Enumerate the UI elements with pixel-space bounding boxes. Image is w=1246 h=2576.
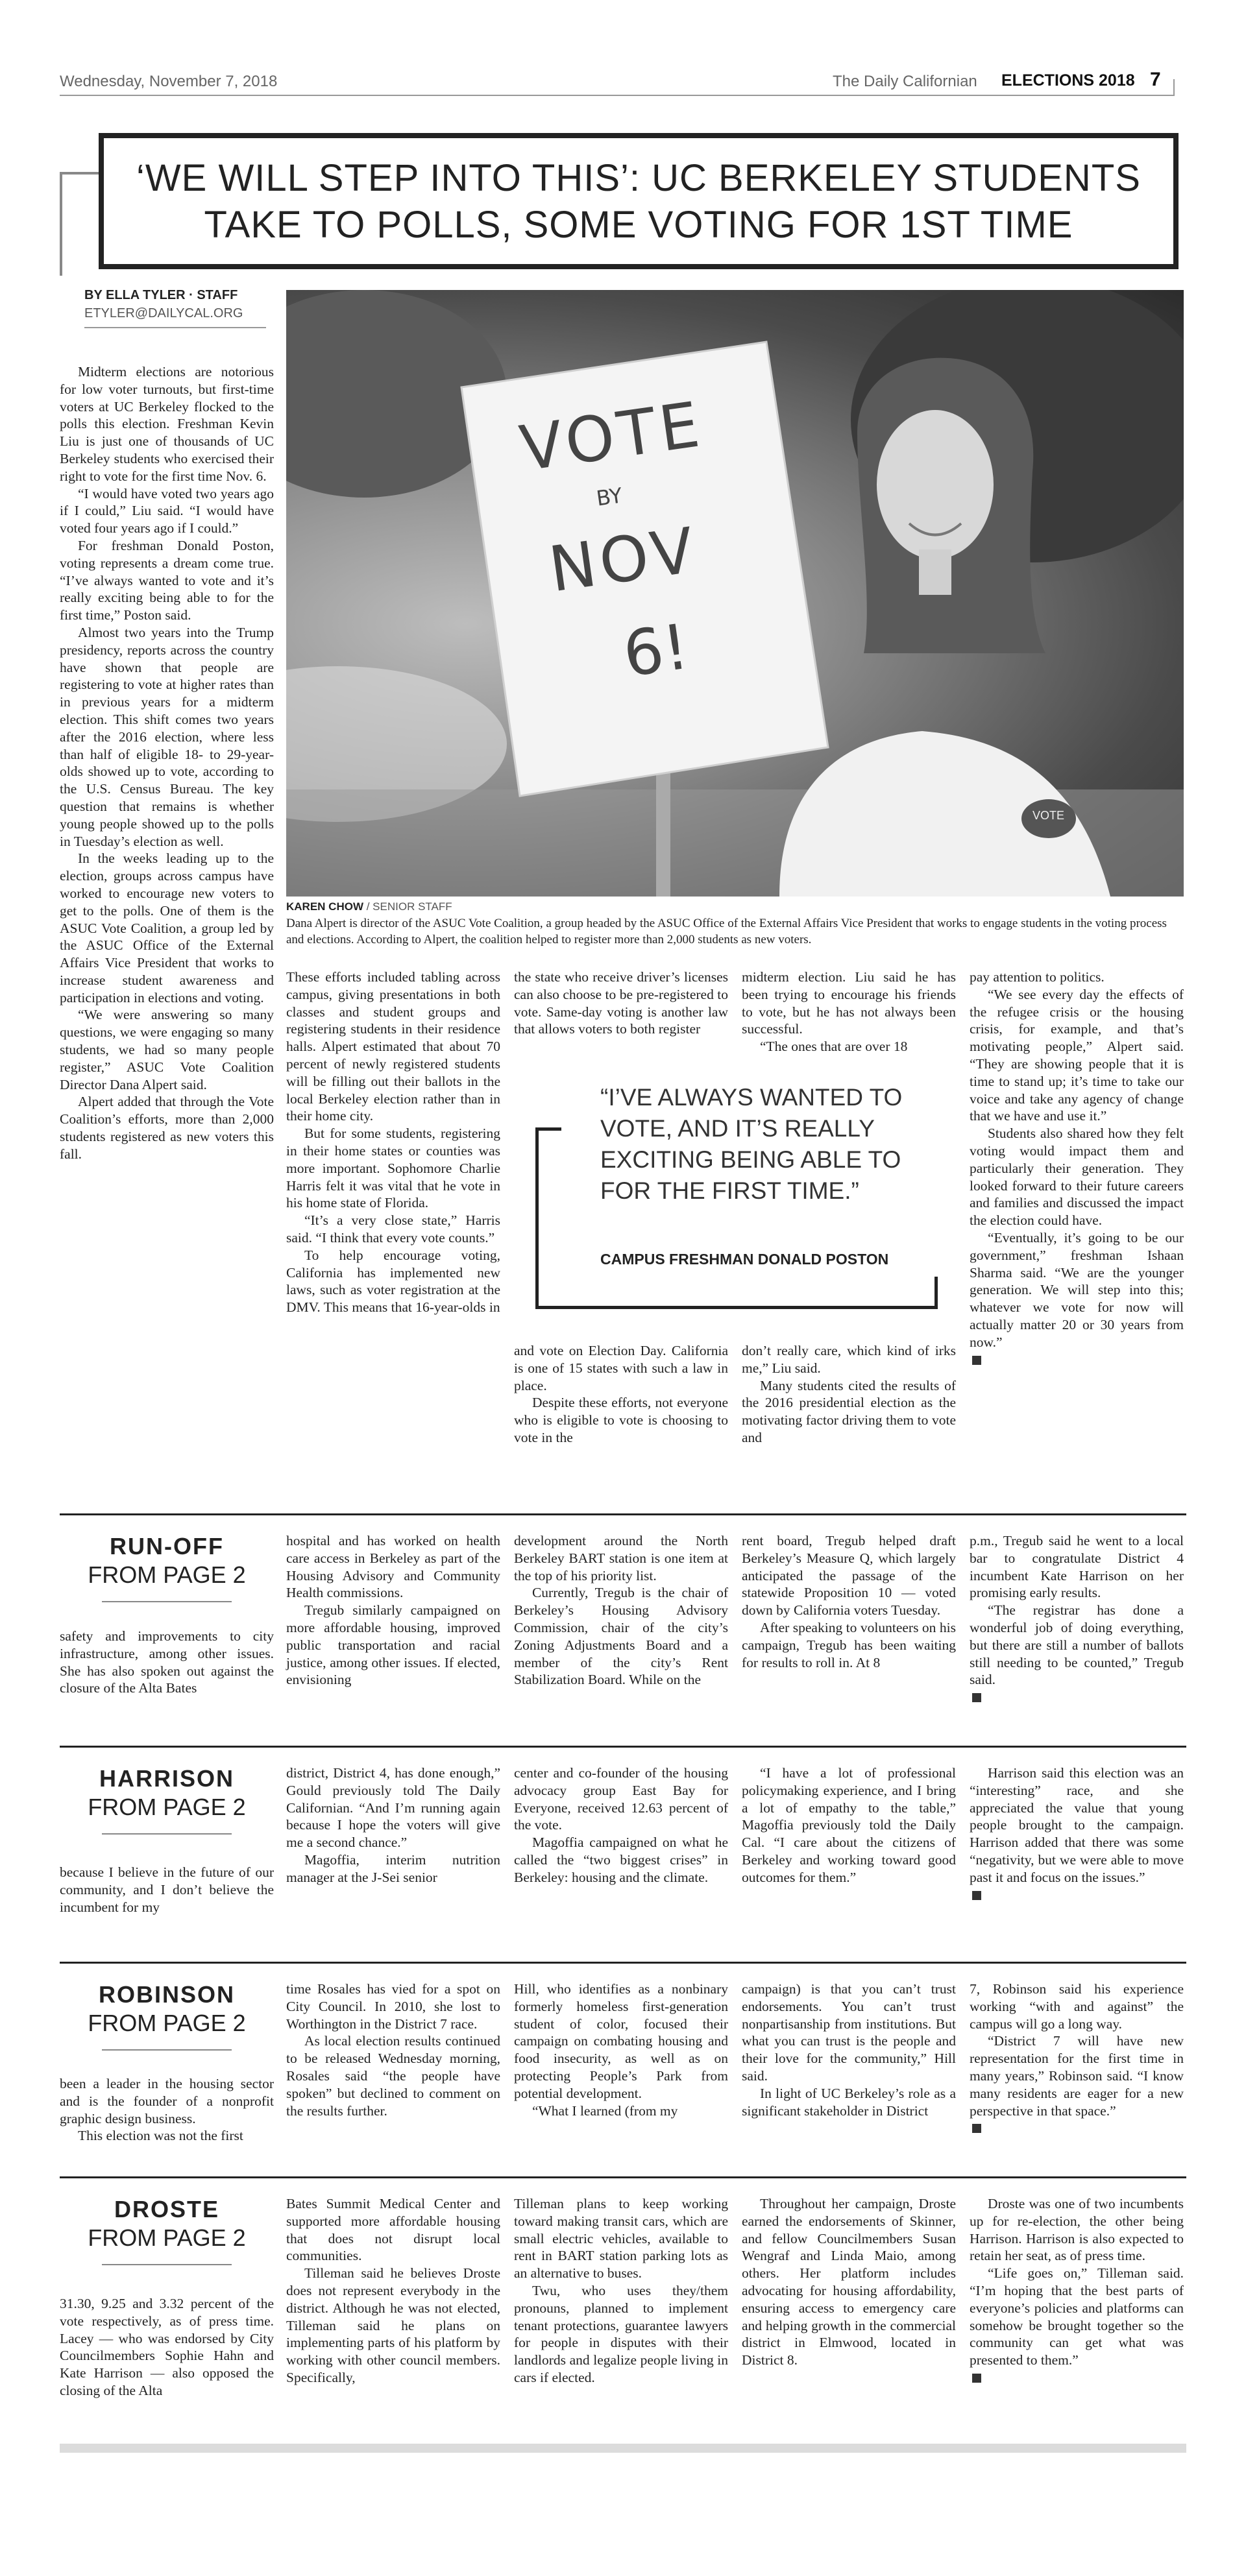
story-paragraph: Despite these efforts, not everyone who is eligible to vote is choosing to vote in the xyxy=(514,1395,728,1445)
story-paragraph: and vote on Election Day. California is one of 15 states with such a law in place. xyxy=(514,1343,728,1393)
story-paragraph: In the weeks leading up to the election, groups across campus have worked to encourage new voters to get to the polls. One of them is the ASUC Vote Coalition, a group led by the ASUC Office of the External Affairs Vice President that works to increase student awareness and participation in elections and voting. xyxy=(60,850,274,1005)
pull-quote-bracket-right xyxy=(934,1277,938,1309)
story-paragraph: “I would have voted two years ago if I could,” Liu said. “I would have voted four years ago if I could.” xyxy=(60,485,274,536)
jump-paragraph: safety and improvements to city infrastructure, among other issues. She has also spoken out against the closure of the Alta Bates xyxy=(60,1628,274,1696)
jump-paragraph: Droste was one of two incumbents up for re-election, the other being Harrison. Harrison is also expected to retain her seat, as of press time. xyxy=(970,2196,1184,2264)
jump-end-mark-icon xyxy=(972,1693,981,1702)
jump-name: RUN-OFF xyxy=(110,1533,224,1559)
story-column-5 xyxy=(970,969,1184,1368)
jump-title-underline xyxy=(102,2049,232,2051)
story-paragraph: midterm election. Liu said he has been trying to encourage his friends to vote, but he has not always been successful. xyxy=(742,969,956,1037)
jump-robinson-col-2 xyxy=(286,1980,500,2119)
story-paragraph: “We see every day the effects of the refugee crisis or the housing crisis, for example, and that’s motivating people,” Alpert said. “They are showing people that it is time to stand up; it’s time to take our voice and take any agency of change that we have and use it.” xyxy=(970,986,1184,1124)
jump-runoff-col-1 xyxy=(60,1628,274,1697)
jump-divider xyxy=(60,1746,1186,1748)
sign-text-date: 6! xyxy=(618,610,693,692)
jump-paragraph: As local election results continued to be released Wednesday morning, Rosales said “the people have spoken” but declined to comment on the results further. xyxy=(286,2033,500,2119)
jump-paragraph: This election was not the first xyxy=(77,2128,243,2144)
jump-droste-col-1 xyxy=(60,2295,274,2400)
jump-paragraph: development around the North Berkeley BART station is one item at the top of his priority list. xyxy=(514,1533,728,1583)
story-paragraph: To help encourage voting, California has implemented new laws, such as voter registration at the DMV. This means that 16-year-olds in xyxy=(286,1247,500,1316)
jump-title-underline xyxy=(102,1833,232,1835)
jump-paragraph: Bates Summit Medical Center and supported more affordable housing that does not disrupt local communities. xyxy=(286,2196,500,2264)
jump-end-mark-icon xyxy=(972,2374,981,2383)
story-column-2 xyxy=(286,969,500,1316)
headline-bracket xyxy=(60,172,62,276)
jump-paragraph: Tilleman said he believes Droste does not represent everybody in the district. Although he was not elected, Tilleman said he plans on implementing parts of his platform by working with other council members. Specifically, xyxy=(286,2265,500,2385)
jump-droste-col-3 xyxy=(514,2195,728,2387)
shirt-vote-text: VOTE xyxy=(1032,809,1065,822)
story-paragraph: the state who receive driver’s licenses can also choose to be pre-registered to vote. Same-day voting is another law that allows voters to both register xyxy=(514,969,728,1037)
jump-harrison-col-1 xyxy=(60,1864,274,1916)
jump-harrison-col-2 xyxy=(286,1764,500,1886)
byline-email: ETYLER@DAILYCAL.ORG xyxy=(84,306,243,320)
jump-paragraph: been a leader in the housing sector and is the founder of a nonprofit graphic design business. xyxy=(60,2076,274,2126)
jump-name: DROSTE xyxy=(114,2196,219,2222)
photo-caption: Dana Alpert is director of the ASUC Vote Coalition, a group headed by the ASUC Office of the External Affairs Vice President that works to engage students in the voting process and elections. According to Alpert, the coalition helped to register more than 2,000 students as new voters. xyxy=(286,917,1167,946)
jump-paragraph: time Rosales has vied for a spot on City Council. In 2010, she lost to Worthington in the District 7 race. xyxy=(286,1981,500,2032)
jump-paragraph: In light of UC Berkeley’s role as a significant stakeholder in District xyxy=(742,2085,956,2119)
photo-illustration xyxy=(286,290,1184,897)
jump-paragraph: “I have a lot of professional policymaking experience, and I bring a lot of empathy to the table,” Magoffia previously told the Daily Cal. “I care about the citizens of Berkeley and working toward good outcomes for them.” xyxy=(742,1765,956,1885)
story-column-4-top xyxy=(742,969,956,1055)
jump-from: FROM PAGE 2 xyxy=(88,1561,246,1588)
jump-paragraph: district, District 4, has done enough,” Gould previously told The Daily Californian. “And I’m running again because I hope the voters will give me a second chance.” xyxy=(286,1765,500,1851)
jump-harrison-col-3 xyxy=(514,1764,728,1886)
photo-credit-role: / SENIOR STAFF xyxy=(363,900,452,913)
jump-runoff-title xyxy=(60,1532,274,1602)
jump-robinson-title xyxy=(60,1980,274,2051)
jump-paragraph: Magoffia campaigned on what he called the “two biggest crises” in Berkeley: housing and the climate. xyxy=(514,1835,728,1885)
jump-paragraph: Hill, who identifies as a nonbinary formerly homeless first-generation student of color, focused their campaign on combating housing and food insecurity, as well as on protecting People’s Park from potential development. xyxy=(514,1981,728,2101)
jump-paragraph: “What I learned (from my xyxy=(531,2102,678,2119)
story-paragraph: Students also shared how they felt voting would impact them and particularly their generation. They looked forward to their future careers and families and discussed the impact the election could have. xyxy=(970,1125,1184,1229)
story-column-3-top xyxy=(514,969,728,1038)
story-paragraph: But for some students, registering in their home states or counties was more important. Sophomore Charlie Harris felt it was vital that he vote in his home state of Florida. xyxy=(286,1125,500,1211)
story-paragraph: pay attention to politics. xyxy=(970,969,1105,985)
sign-text-by: BY xyxy=(594,483,624,511)
pull-quote-bracket-left xyxy=(535,1127,539,1309)
jump-paragraph: Currently, Tregub is the chair of Berkeley’s Housing Advisory Commission, chair of the city’s Zoning Adjustments Board and a member of the city’s Rent Stabilization Board. While on the xyxy=(514,1585,728,1688)
story-paragraph: Alpert added that through the Vote Coalition’s efforts, more than 2,000 students registered as new voters this fall. xyxy=(60,1094,274,1162)
header-rule-tick xyxy=(1173,79,1175,96)
jump-from: FROM PAGE 2 xyxy=(88,2224,246,2251)
jump-robinson-col-3 xyxy=(514,1980,728,2119)
section-name: ELECTIONS 2018 xyxy=(1001,71,1135,90)
sign-text-vote: VOTE xyxy=(515,387,708,486)
headline-box xyxy=(99,133,1179,269)
footer-bar xyxy=(60,2444,1186,2453)
jump-end-mark-icon xyxy=(972,2124,981,2133)
story-column-4-bottom xyxy=(742,1342,956,1447)
jump-divider xyxy=(60,2176,1186,2178)
jump-from: FROM PAGE 2 xyxy=(88,2010,246,2036)
jump-paragraph: Harrison said this election was an “interesting” race, and she appreciated the value that young people brought to the campaign. Harrison added that there was some “negativity, but we were able to move past it and focus on the issues.” xyxy=(970,1765,1184,1885)
story-paragraph: “It’s a very close state,” Harris said. “I think that every vote counts.” xyxy=(286,1212,500,1246)
story-paragraph: Many students cited the results of the 2016 presidential election as the motivating factor driving them to vote and xyxy=(742,1377,956,1445)
jump-paragraph: campaign) is that you can’t trust endorsements. You can’t trust nonpartisanship from institutions. But what you can trust is the people and their love for the community,” Hill said. xyxy=(742,1981,956,2084)
jump-paragraph: because I believe in the future of our community, and I don’t believe the incumbent for my xyxy=(60,1864,274,1915)
jump-paragraph: After speaking to volunteers on his campaign, Tregub has been waiting for results to roll in. At 8 xyxy=(742,1619,956,1670)
jump-runoff-col-3 xyxy=(514,1532,728,1689)
page-number: 7 xyxy=(1150,69,1161,90)
jump-paragraph: 31.30, 9.25 and 3.32 percent of the vote respectively, as of press time. Lacey — who was endorsed by City Councilmembers Sophie Hahn and Kate Harrison — also opposed the closing of the Alta xyxy=(60,2296,274,2398)
jump-paragraph: Magoffia, interim nutrition manager at the J-Sei senior xyxy=(286,1851,500,1885)
pull-quote-bracket-bottom xyxy=(535,1306,938,1309)
jump-paragraph: “The registrar has done a wonderful job of doing everything, but there are still a number of ballots still needing to be counted,” Tregub said. xyxy=(970,1602,1184,1688)
jump-paragraph: rent board, Tregub helped draft Berkeley’s Measure Q, which largely anticipated the passage of the statewide Proposition 10 — voted down by California voters Tuesday. xyxy=(742,1533,956,1619)
story-paragraph: Almost two years into the Trump presidency, reports across the country have shown that people are registering to vote at higher rates than in previous years for a midterm election. This shift comes two years after the 2016 election, where less than half of eligible 18- to 29-year-olds showed up to vote, according to the U.S. Census Bureau. The key question that remains is whether young people showed up to the polls in Tuesday’s election as well. xyxy=(60,624,274,849)
pull-quote-attribution: CAMPUS FRESHMAN DONALD POSTON xyxy=(600,1251,889,1268)
photo-credit-name: KAREN CHOW xyxy=(286,900,363,913)
jump-paragraph: “Life goes on,” Tilleman said. “I’m hoping that the best parts of everyone’s policies and platforms can somehow be brought together so the community can get what was presented to them.” xyxy=(970,2265,1184,2368)
jump-harrison-col-5 xyxy=(970,1764,1184,1903)
story-paragraph: “Eventually, it’s going to be our government,” freshman Ishaan Sharma said. “We are the younger generation. We will step into this; whatever we vote for now will actually matter 20 or 30 years from now.” xyxy=(970,1229,1184,1350)
jump-robinson-col-4 xyxy=(742,1980,956,2119)
jump-droste-col-4 xyxy=(742,2195,956,2369)
jump-title-underline xyxy=(102,2264,232,2265)
jump-paragraph: Throughout her campaign, Droste earned the endorsements of Skinner, and fellow Councilmembers Susan Wengraf and Linda Maio, among others. Her platform includes advocating for housing affordability, ensuring access to emergency care and helping growth in the commercial district in Elmwood, located in District 8. xyxy=(742,2196,956,2368)
jump-paragraph: “District 7 will have new representation for the first time in many years,” Robinson said. “I know many residents are eager for a new perspective in that space.” xyxy=(970,2033,1184,2119)
jump-runoff-col-5 xyxy=(970,1532,1184,1706)
jump-divider xyxy=(60,1962,1186,1964)
headline-line-2: TAKE TO POLLS, SOME VOTING FOR 1ST TIME xyxy=(204,204,1073,246)
cover-photo xyxy=(286,290,1184,897)
headline-bracket-top xyxy=(60,172,99,175)
story-column-1 xyxy=(60,363,274,1163)
jump-divider xyxy=(60,1513,1186,1515)
jump-droste-title xyxy=(60,2195,274,2265)
story-paragraph: For freshman Donald Poston, voting represents a dream come true. “I’ve always wanted to vote and it’s really exciting being able to for the first time,” Poston said. xyxy=(60,537,274,623)
headline-line-1: ‘WE WILL STEP INTO THIS’: UC BERKELEY STUDENTS xyxy=(136,157,1141,199)
jump-paragraph: Tilleman plans to keep working toward making transit cars, which are small electric vehicles, available to rent in BART station parking lots as an alternative to buses. xyxy=(514,2196,728,2281)
story-paragraph: “We were answering so many questions, we were engaging so many students, we had so many people register,” ASUC Vote Coalition Director Dana Alpert said. xyxy=(60,1007,274,1092)
jump-name: ROBINSON xyxy=(98,1981,235,2008)
jump-paragraph: 7, Robinson said his experience working “with and against” the campus will go a long way. xyxy=(970,1981,1184,2032)
jump-paragraph: Twu, who uses they/them pronouns, planned to implement tenant protections, guarantee lawyers for people in disputes with their landlords and legalize people living in cars if elected. xyxy=(514,2282,728,2385)
jump-paragraph: Tregub similarly campaigned on more affordable housing, improved public transportation and racial justice, among other issues. If elected, envisioning xyxy=(286,1602,500,1688)
jump-droste-col-2 xyxy=(286,2195,500,2387)
byline: BY ELLA TYLER · STAFF xyxy=(84,288,238,302)
jump-paragraph: hospital and has worked on health care access in Berkeley as part of the Housing Advisory and Community Health commissions. xyxy=(286,1533,500,1601)
pull-quote-bracket-top xyxy=(535,1127,561,1131)
story-paragraph: These efforts included tabling across campus, giving presentations in both classes and student groups and registering students in their residence halls. Alpert estimated that about 70 percent of newly registered students will be filling out their ballots in the local Berkeley election rather than in their home city. xyxy=(286,969,500,1124)
jump-end-mark-icon xyxy=(972,1891,981,1900)
jump-harrison-title xyxy=(60,1764,274,1835)
jump-paragraph: center and co-founder of the housing advocacy group East Bay for Everyone, received 12.63 percent of the vote. xyxy=(514,1765,728,1833)
jump-name: HARRISON xyxy=(99,1765,234,1792)
jump-robinson-col-1 xyxy=(60,2075,274,2145)
header-rule xyxy=(60,95,1175,96)
sign-text-nov: NOV xyxy=(544,513,703,607)
newspaper-name: The Daily Californian xyxy=(833,73,977,90)
jump-droste-col-5 xyxy=(970,2195,1184,2387)
jump-paragraph: p.m., Tregub said he went to a local bar to congratulate District 4 incumbent Kate Harrison on her promising early results. xyxy=(970,1533,1184,1601)
jump-from: FROM PAGE 2 xyxy=(88,1794,246,1820)
jump-runoff-col-2 xyxy=(286,1532,500,1689)
photo-credit xyxy=(286,900,452,913)
jump-harrison-col-4 xyxy=(742,1764,956,1886)
pull-quote xyxy=(535,1082,938,1316)
story-paragraph: don’t really care, which kind of irks me,” Liu said. xyxy=(742,1343,956,1376)
story-column-3-bottom xyxy=(514,1342,728,1447)
story-end-mark-icon xyxy=(972,1356,981,1365)
jump-robinson-col-5 xyxy=(970,1980,1184,2137)
jump-title-underline xyxy=(102,1601,232,1602)
pull-quote-text: “I’VE ALWAYS WANTED TO VOTE, AND IT’S REALLY EXCITING BEING ABLE TO FOR THE FIRST TIME.” xyxy=(600,1084,903,1204)
story-paragraph: Midterm elections are notorious for low voter turnouts, but first-time voters at UC Berkeley flocked to the polls this election. Freshman Kevin Liu is just one of thousands of UC Berkeley students who exercised their right to vote for the first time Nov. 6. xyxy=(60,364,274,484)
story-paragraph: “The ones that are over 18 xyxy=(759,1039,908,1055)
page-date: Wednesday, November 7, 2018 xyxy=(60,73,278,90)
jump-runoff-col-4 xyxy=(742,1532,956,1671)
byline-rule xyxy=(84,327,266,328)
